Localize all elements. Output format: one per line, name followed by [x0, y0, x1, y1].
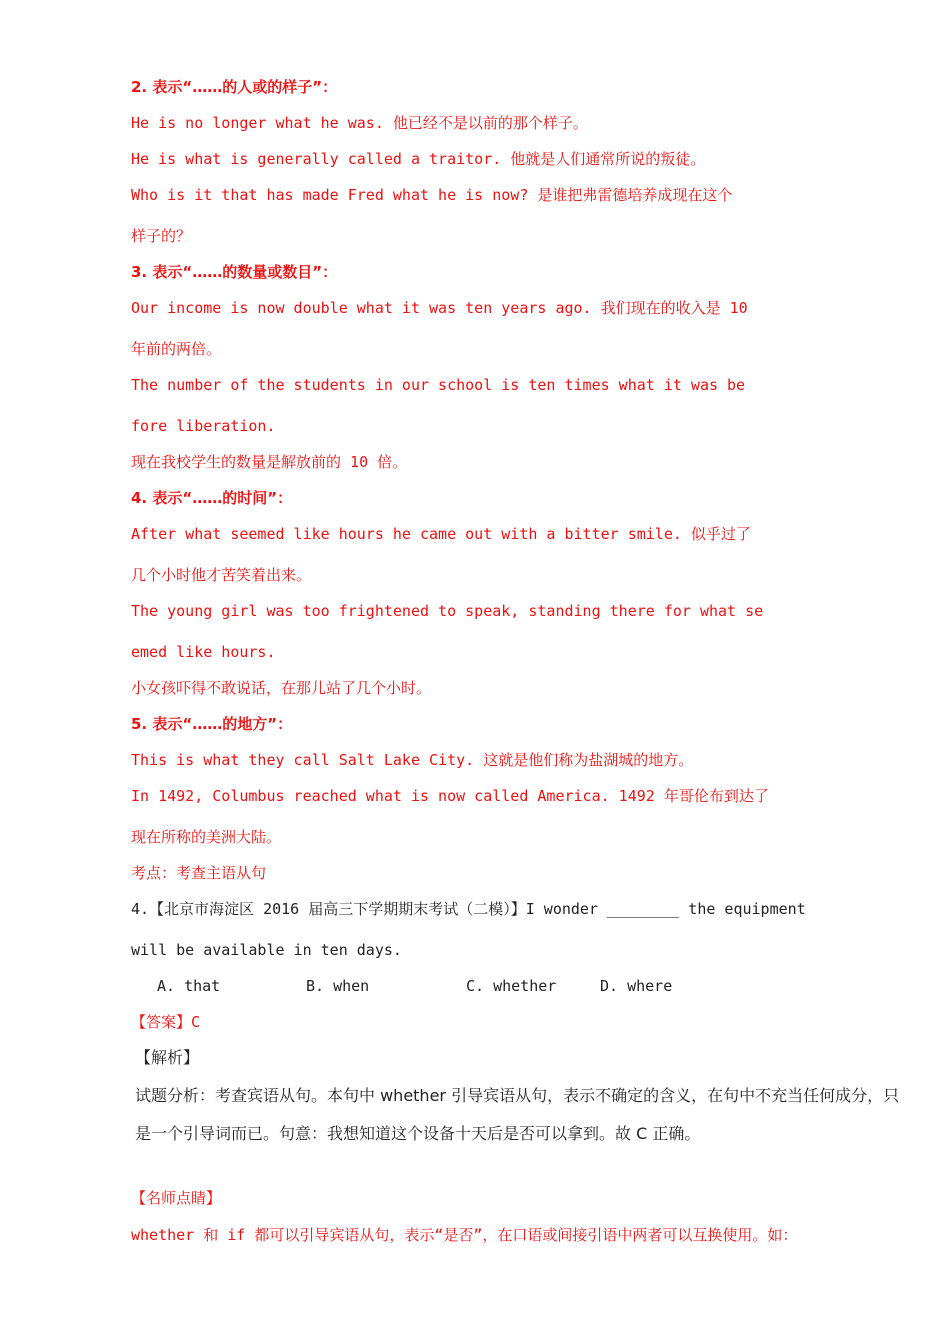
kaodian-note: 考点：考查主语从句	[131, 864, 267, 882]
answer-label: 【答案】C	[131, 1013, 201, 1031]
example-line: This is what they call Salt Lake City. 这就是他们称为盐湖城的地方。	[131, 751, 694, 769]
tip-text: whether 和 if 都可以引导宾语从句，表示“是否”，在口语或间接引语中两者可以互换使用。如：	[131, 1226, 798, 1244]
example-translation: 现在我校学生的数量是解放前的 10 倍。	[131, 453, 408, 471]
option-d: D. where	[600, 977, 673, 995]
example-line-cont: 年前的两倍。	[131, 340, 222, 358]
section-heading-5: 5. 表示“……的地方”：	[131, 715, 293, 733]
option-c: C. whether	[466, 977, 557, 995]
analysis-text: 是一个引导词而已。句意：我想知道这个设备十天后是否可以拿到。故 C 正确。	[135, 1124, 701, 1143]
example-line-cont: emed like hours.	[131, 643, 276, 661]
example-line: The young girl was too frightened to speak, standing there for what se	[131, 602, 764, 620]
tip-title: 【名师点睛】	[131, 1189, 222, 1207]
section-heading-2: 2. 表示“……的人或的样子”：	[131, 78, 338, 96]
analysis-title: 【解析】	[135, 1048, 200, 1067]
example-line-cont: 现在所称的美洲大陆。	[131, 828, 282, 846]
example-line: The number of the students in our school is ten times what it was be	[131, 376, 746, 394]
example-line: Who is it that has made Fred what he is now? 是谁把弗雷德培养成现在这个	[131, 186, 733, 204]
example-line-cont: 样子的？	[131, 227, 192, 245]
question-stem: 4.【北京市海淀区 2016 届高三下学期期末考试（二模）】I wonder ________ the equipment	[131, 900, 806, 918]
section-heading-4: 4. 表示“……的时间”：	[131, 489, 293, 507]
analysis-text: 试题分析：考查宾语从句。本句中 whether 引导宾语从句，表示不确定的含义，在句中不充当任何成分，只	[135, 1086, 900, 1105]
example-line-cont: fore liberation.	[131, 417, 276, 435]
answer-options	[0, 976, 950, 996]
option-a: A. that	[157, 977, 221, 995]
example-line-cont: 几个小时他才苦笑着出来。	[131, 566, 312, 584]
section-heading-3: 3. 表示“……的数量或数目”：	[131, 263, 338, 281]
example-translation: 小女孩吓得不敢说话，在那儿站了几个小时。	[131, 679, 432, 697]
example-line: He is what is generally called a traitor. 他就是人们通常所说的叛徒。	[131, 150, 706, 168]
example-line: In 1492, Columbus reached what is now called America. 1492 年哥伦布到达了	[131, 787, 769, 805]
example-line: He is no longer what he was. 他已经不是以前的那个样子。	[131, 114, 588, 132]
question-stem-cont: will be available in ten days.	[131, 941, 402, 959]
option-b: B. when	[306, 977, 370, 995]
example-line: After what seemed like hours he came out with a bitter smile. 似乎过了	[131, 525, 751, 543]
example-line: Our income is now double what it was ten years ago. 我们现在的收入是 10	[131, 299, 748, 317]
